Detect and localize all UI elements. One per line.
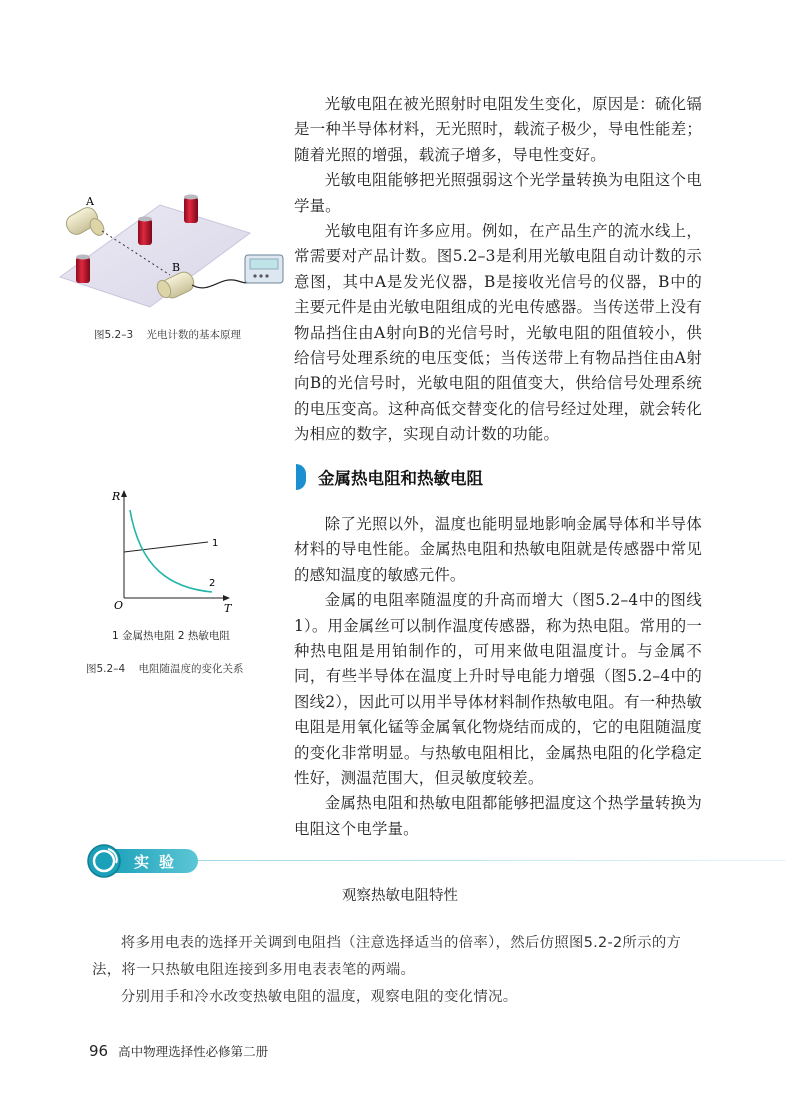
line-2-label: 2 bbox=[209, 578, 216, 589]
paragraph: 金属热电阻和热敏电阻都能够把温度这个热学量转换为电阻这个电学量。 bbox=[294, 794, 702, 838]
section-marker-icon bbox=[296, 464, 306, 490]
signal-cable bbox=[192, 271, 250, 288]
caption-text: 光电计数的基本原理 bbox=[146, 329, 241, 341]
caption-number: 图5.2–3 bbox=[94, 329, 134, 341]
can bbox=[76, 255, 90, 284]
line-2-thermistor bbox=[130, 510, 212, 592]
caption-text: 电阻随温度的变化关系 bbox=[138, 663, 244, 675]
experiment-badge-icon bbox=[86, 843, 122, 879]
page-number: 96 bbox=[89, 1042, 109, 1060]
figure-resistance-temperature bbox=[86, 488, 290, 675]
banner-rule bbox=[186, 860, 786, 861]
paragraph: 金属的电阻率随温度的升高而增大（图5.2–4中的图线1）。用金属丝可以制作温度传感器，称为热电阻。常用的一种热电阻是用铂制作的，可用来做电阻温度计。与金属不同，有些半导体在温度上升时导电能力增强（图5.2–4中的图线2），因此可以用半导体材料制作热敏电阻。有一种热敏电阻是用氧化锰等金属氧化物烧结而成的，它的电阻随温度的变化非常明显。与热敏电阻相比，金属热电阻的化学稳定性好，测温范围大，但灵敏度较差。 bbox=[294, 591, 702, 788]
paragraph: 光敏电阻在被光照射时电阻发生变化，原因是：硫化镉是一种半导体材料，无光照时，载流子极少，导电性能差；随着光照的增强，载流子增多，导电性变好。 bbox=[294, 95, 702, 164]
axis-label-r: R bbox=[112, 490, 121, 503]
section-title: 金属热电阻和热敏电阻 bbox=[318, 469, 483, 488]
paragraph: 光敏电阻有许多应用。例如，在产品生产的流水线上，常需要对产品计数。图5.2–3是利用光敏电阻自动计数的示意图，其中A是发光仪器，B是接收光信号的仪器，B中的主要元件是由光敏电阻组成的光电传感器。当传送带上没有物品挡住由A射向B的光信号时，光敏电阻的阻值较小，供给信号处理系统的电压变低；当传送带上有物品挡住由A射向B的光信号时，光敏电阻的阻值变大，供给信号处理系统的电压变高。这种高低交替变化的信号经过处理，就会转化为相应的数字，实现自动计数的功能。 bbox=[294, 222, 702, 444]
caption-number: 图5.2–4 bbox=[86, 663, 126, 675]
line-1-label: 1 bbox=[212, 538, 219, 549]
x-axis-arrow-icon bbox=[223, 595, 230, 601]
experiment-title: 观察热敏电阻特性 bbox=[342, 888, 458, 904]
rt-graph bbox=[90, 488, 290, 616]
paragraph: 光敏电阻能够把光照强弱这个光学量转换为电阻这个电学量。 bbox=[294, 171, 702, 215]
graph-legend: 1 金属热电阻 2 热敏电阻 bbox=[112, 630, 230, 642]
y-axis-arrow-icon bbox=[121, 490, 127, 497]
section-heading bbox=[296, 462, 483, 492]
origin-label: O bbox=[114, 599, 124, 612]
emitter-a bbox=[63, 204, 107, 237]
signal-processor bbox=[245, 255, 283, 283]
label-b: B bbox=[172, 261, 181, 274]
line-1-metal bbox=[124, 542, 208, 552]
figure-caption bbox=[50, 327, 290, 342]
paragraph: 分别用手和冷水改变热敏电阻的温度，观察电阻的变化情况。 bbox=[120, 989, 518, 1005]
banner-label: 实验 bbox=[134, 853, 185, 871]
label-a: A bbox=[86, 195, 94, 208]
body-text-bottom bbox=[294, 512, 702, 842]
paragraph: 将多用电表的选择开关调到电阻挡（注意选择适当的倍率），然后仿照图5.2-2所示的方法，将一只热敏电阻连接到多用电表表笔的两端。 bbox=[92, 935, 682, 978]
can bbox=[184, 195, 198, 224]
experiment-banner bbox=[86, 840, 800, 880]
figure-photoelectric-counting bbox=[50, 185, 290, 341]
page-footer bbox=[89, 1042, 268, 1060]
book-title: 高中物理选择性必修第二册 bbox=[118, 1044, 269, 1059]
can bbox=[138, 217, 152, 246]
body-text-top bbox=[294, 92, 702, 448]
experiment-text bbox=[92, 930, 704, 1011]
conveyor-illustration bbox=[50, 185, 290, 315]
paragraph: 除了光照以外，温度也能明显地影响金属导体和半导体材料的导电性能。金属热电阻和热敏电阻就是传感器中常见的感知温度的敏感元件。 bbox=[294, 515, 702, 584]
axis-label-t: T bbox=[224, 602, 232, 615]
figure-caption bbox=[86, 661, 290, 676]
